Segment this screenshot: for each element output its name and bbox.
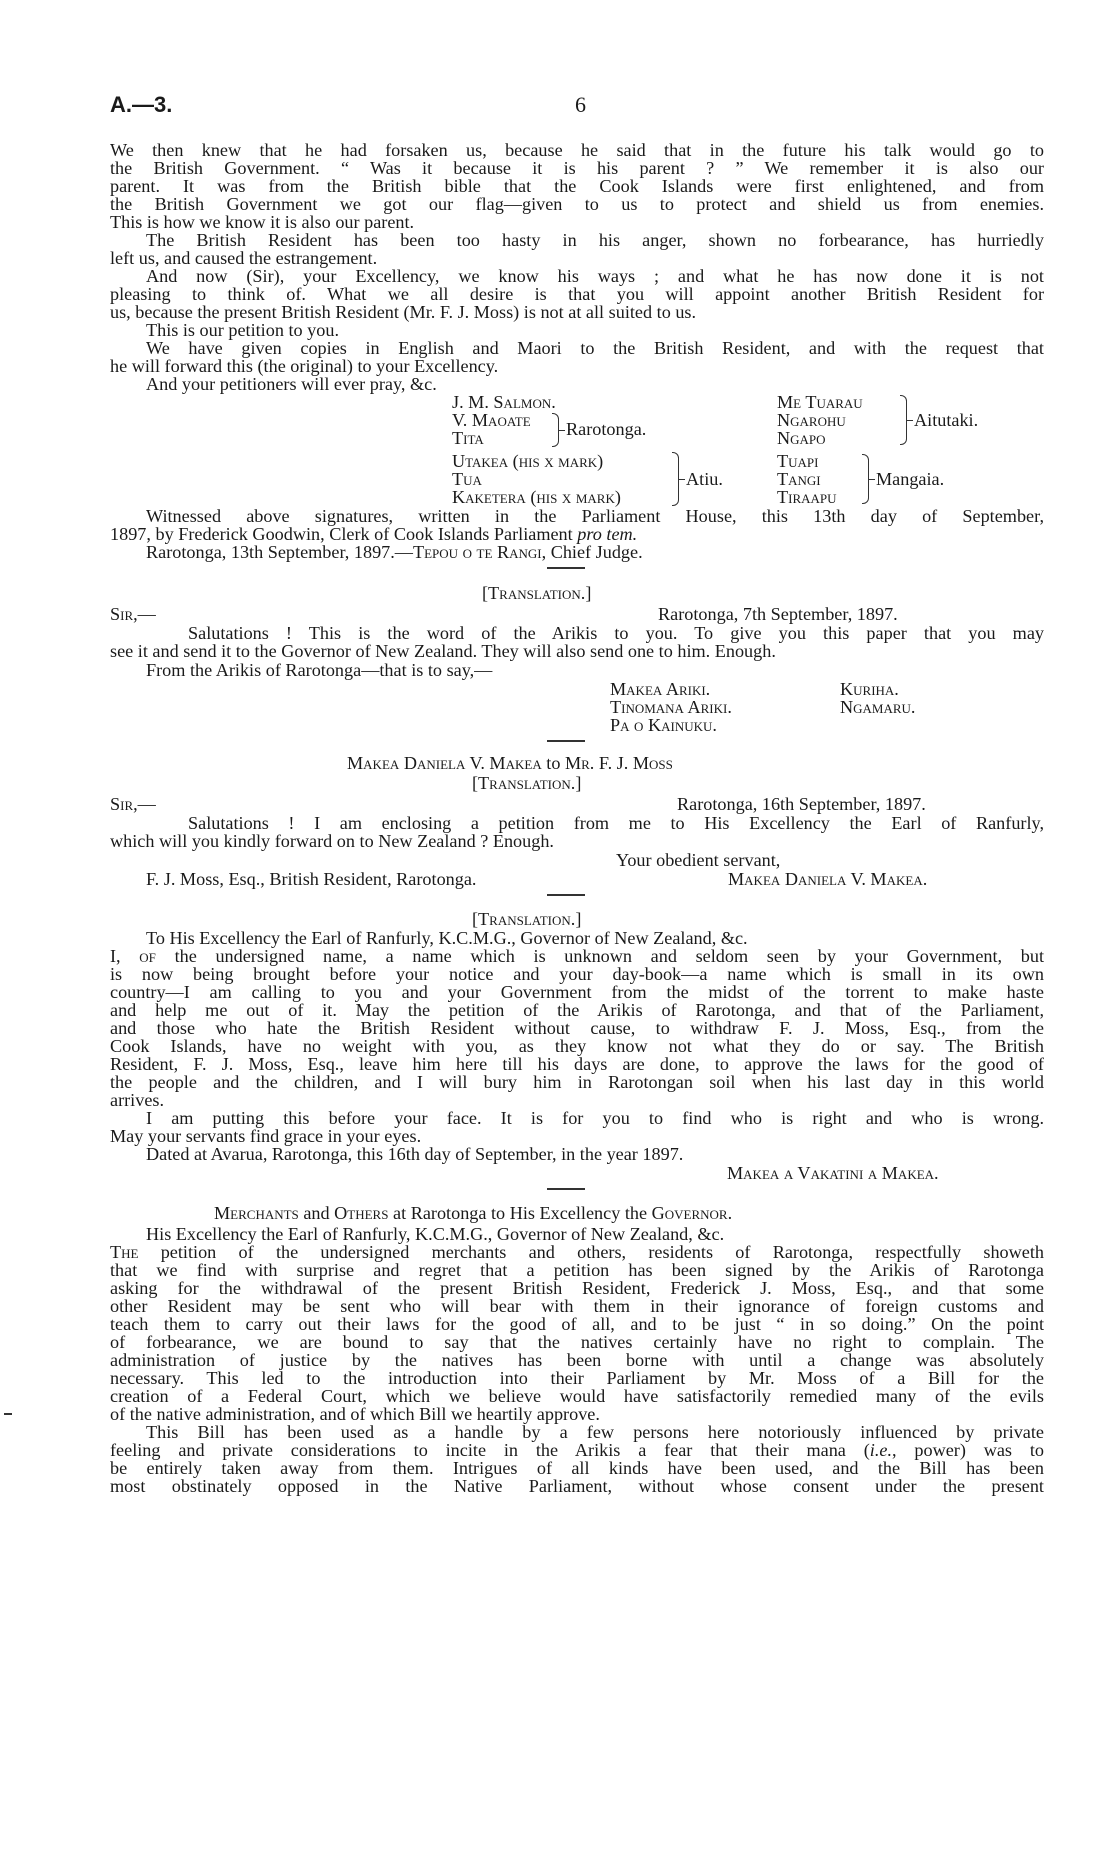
para-4: This is our petition to you. xyxy=(146,320,339,340)
divider-4 xyxy=(547,1188,585,1190)
merchants-the: The xyxy=(110,1242,139,1262)
letter-3-body-line-8: the people and the children, and I will bury him in Rarotongan soil when his last day in this world xyxy=(110,1072,1044,1092)
letter-2-closing: Your obedient servant, xyxy=(616,850,781,870)
merchants-p2-line-2 xyxy=(110,1441,1044,1459)
letter-3-signature: Makea a Vakatini a Makea. xyxy=(727,1163,939,1183)
letter-1-from: From the Arikis of Rarotonga—that is to say,— xyxy=(146,660,493,680)
name-kuriha: Kuriha. xyxy=(840,679,899,699)
brace-mangaia xyxy=(862,454,869,504)
letter-3-body-of: of xyxy=(139,946,156,966)
page-number: 6 xyxy=(575,92,586,117)
translation-heading-3: [Translation.] xyxy=(472,909,582,929)
para-5-line-1: We have given copies in English and Maori to the British Resident, and with the request that xyxy=(146,338,1044,358)
letter-2-body-line-1: Salutations ! I am enclosing a petition from me to His Excellency the Earl of Ranfurly, xyxy=(188,813,1044,833)
name-pa-o-kainuku: Pa o Kainuku. xyxy=(610,715,717,735)
heading-governor-word: Governor. xyxy=(651,1203,733,1223)
letter-2-addressee: F. J. Moss, Esq., British Resident, Rarotonga. xyxy=(146,869,477,889)
merchants-line-3: asking for the withdrawal of the present British Resident, Frederick J. Moss, Esq., and that some xyxy=(110,1278,1044,1298)
divider-2 xyxy=(547,740,585,742)
page-header xyxy=(110,92,1044,122)
translation-heading-2: [Translation.] xyxy=(472,773,582,793)
witness-pro-tem: pro tem. xyxy=(577,524,638,544)
merchants-line-10: of the native administration, and of which Bill we heartily approve. xyxy=(110,1404,600,1424)
letter-3-body-rest: the undersigned name, a name which is unknown and seldom seen by your Government, but xyxy=(155,946,1044,966)
para-1-line-2: the British Government. “ Was it because it is his parent ? ” We remember it is also our xyxy=(110,158,1044,178)
para-5-line-2: he will forward this (the original) to your Excellency. xyxy=(110,356,499,376)
brace-atiu xyxy=(672,452,679,506)
divider-1 xyxy=(547,567,585,569)
letter-1-date: Rarotonga, 7th September, 1897. xyxy=(658,604,898,624)
heading-makea-to-moss xyxy=(347,754,673,772)
heading-others-word: Others xyxy=(334,1203,389,1223)
margin-mark xyxy=(4,1413,12,1415)
letter-3-body-line-2: is now being brought before your notice and your day-book—a name which is small in its own xyxy=(110,964,1044,984)
merchants-p2-line-3: be entirely taken away from them. Intrigues of all kinds have been used, and the Bill has been xyxy=(110,1458,1044,1478)
name-ngamaru: Ngamaru. xyxy=(840,697,916,717)
para-3-line-2: pleasing to think of. What we all desire is that you will appoint another British Resident for xyxy=(110,284,1044,304)
merchants-addressee: His Excellency the Earl of Ranfurly, K.C.M.G., Governor of New Zealand, &c. xyxy=(146,1224,725,1244)
letter-3-body-line-3: country—I am calling to you and your Government from the midst of the torrent to make haste xyxy=(110,982,1044,1002)
label-mangaia: Mangaia. xyxy=(876,469,945,489)
heading-makea-to: to xyxy=(541,753,565,773)
letter-1-body-line-1: Salutations ! This is the word of the Arikis to you. To give you this paper that you may xyxy=(188,623,1044,643)
letter-3-body-line-9: arrives. xyxy=(110,1090,165,1110)
witness-line-1: Witnessed above signatures, written in the Parliament House, this 13th day of September, xyxy=(146,506,1044,526)
letter-3-p2-line-1: I am putting this before your face. It is for you to find who is right and who is wrong. xyxy=(146,1108,1044,1128)
para-1-line-5: This is how we know it is also our parent. xyxy=(110,212,415,232)
label-aitutaki: Aitutaki. xyxy=(914,410,979,430)
letter-2-date: Rarotonga, 16th September, 1897. xyxy=(677,794,926,814)
judge-name: Tepou o te Rangi xyxy=(413,542,542,562)
merchants-line-7: administration of justice by the natives has been borne with until a change was absolutely xyxy=(110,1350,1044,1370)
merchants-p2-line-2-b: , power) was to xyxy=(892,1440,1044,1460)
heading-merchants xyxy=(214,1204,732,1222)
para-3-line-3: us, because the present British Resident (Mr. F. J. Moss) is not at all suited to us. xyxy=(110,302,697,322)
para-1-line-1: We then knew that he had forsaken us, because he said that in the future his talk would go to xyxy=(110,140,1044,160)
letter-3-body-line-6: Cook Islands, have no weight with you, as they know not what they do or say. The British xyxy=(110,1036,1044,1056)
judge-line-date: Rarotonga, 13th September, 1897.— xyxy=(146,542,413,562)
merchants-ie: i.e. xyxy=(869,1440,892,1460)
witness-line-2 xyxy=(110,525,637,543)
label-rarotonga: Rarotonga. xyxy=(566,419,647,439)
merchants-p2-line-2-a: feeling and private considerations to incite in the Arikis a fear that their mana ( xyxy=(110,1440,870,1460)
merchants-p2-line-4: most obstinately opposed in the Native Parliament, without whose consent under the present xyxy=(110,1476,1044,1496)
judge-title: , Chief Judge. xyxy=(541,542,643,562)
signature-maoate: V. Maoate xyxy=(452,410,531,430)
merchants-line-6: of forbearance, we are bound to say that the natives certainly have no right to complain. The xyxy=(110,1332,1044,1352)
para-1-line-4: the British Government we got our flag—given to us to protect and shield us from enemies. xyxy=(110,194,1044,214)
merchants-line-5: teach them to carry out their laws for the good of all, and to be just “ in so doing.” On the point xyxy=(110,1314,1044,1334)
translation-heading-1: [Translation.] xyxy=(482,583,592,603)
name-tinomana-ariki: Tinomana Ariki. xyxy=(610,697,732,717)
para-6: And your petitioners will ever pray, &c. xyxy=(146,374,437,394)
signature-tangi: Tangi xyxy=(777,469,821,489)
signature-tita: Tita xyxy=(452,428,484,448)
letter-2-body-line-2: which will you kindly forward on to New Zealand ? Enough. xyxy=(110,831,554,851)
heading-mid: at Rarotonga to His Excellency the xyxy=(388,1203,652,1223)
heading-moss-name: Mr. F. J. Moss xyxy=(564,753,673,773)
merchants-line-1 xyxy=(110,1243,1044,1261)
para-2-line-2: left us, and caused the estrangement. xyxy=(110,248,378,268)
para-2-line-1: The British Resident has been too hasty in his anger, shown no forbearance, has hurriedly xyxy=(146,230,1044,250)
merchants-line-2: that we find with surprise and regret that a petition has been signed by the Arikis of Rarotonga xyxy=(110,1260,1044,1280)
letter-3-dated: Dated at Avarua, Rarotonga, this 16th day of September, in the year 1897. xyxy=(146,1144,684,1164)
signature-tuapi: Tuapi xyxy=(777,451,819,471)
letter-2-signature: Makea Daniela V. Makea. xyxy=(728,869,928,889)
letter-3-body-line-7: Resident, F. J. Moss, Esq., leave him here till his days are done, to approve the laws for the good of xyxy=(110,1054,1044,1074)
signature-salmon: J. M. Salmon. xyxy=(452,392,556,412)
signature-utakea: Utakea (his x mark) xyxy=(452,451,604,471)
para-3-line-1: And now (Sir), your Excellency, we know his ways ; and what he has now done it is not xyxy=(146,266,1044,286)
merchants-line-4: other Resident may be sent who will bear with them in their ignorance of foreign customs and xyxy=(110,1296,1044,1316)
signature-ngapo: Ngapo xyxy=(777,428,826,448)
letter-3-addressee: To His Excellency the Earl of Ranfurly, K.C.M.G., Governor of New Zealand, &c. xyxy=(146,928,748,948)
letter-2-salutation: Sir,— xyxy=(110,794,156,814)
document-reference: A.—3. xyxy=(110,92,173,117)
letter-3-p2-line-2: May your servants find grace in your eyes. xyxy=(110,1126,422,1146)
label-atiu: Atiu. xyxy=(686,469,723,489)
signature-kaketera: Kaketera (his x mark) xyxy=(452,487,621,507)
divider-3 xyxy=(547,894,585,896)
signature-ngarohu: Ngarohu xyxy=(777,410,846,430)
brace-rarotonga xyxy=(552,413,559,447)
heading-makea-name: Makea Daniela V. Makea xyxy=(347,753,542,773)
merchants-line-8: necessary. This led to the introduction into their Parliament by Mr. Moss of a Bill for the xyxy=(110,1368,1044,1388)
brace-aitutaki xyxy=(900,395,907,445)
para-1-line-3: parent. It was from the British bible that the Cook Islands were first enlightened, and from xyxy=(110,176,1044,196)
merchants-line-9: creation of a Federal Court, which we believe would have satisfactorily remedied many of the evils xyxy=(110,1386,1044,1406)
letter-3-body-line-1 xyxy=(110,947,1044,965)
merchants-line-1-rest: petition of the undersigned merchants and others, residents of Rarotonga, respectfully showeth xyxy=(138,1242,1044,1262)
merchants-p2-line-1: This Bill has been used as a handle by a few persons here notoriously influenced by private xyxy=(146,1422,1044,1442)
signature-tuarau: Me Tuarau xyxy=(777,392,863,412)
letter-3-body-line-5: and those who hate the British Resident without cause, to withdraw F. J. Moss, Esq., from the xyxy=(110,1018,1044,1038)
letter-1-body-line-2: see it and send it to the Governor of New Zealand. They will also send one to him. Enough. xyxy=(110,641,776,661)
letter-3-body-line-4: and help me out of it. May the petition of the Arikis of Rarotonga, and that of the Parliament, xyxy=(110,1000,1044,1020)
letter-3-body-i: I, xyxy=(110,946,140,966)
name-makea-ariki: Makea Ariki. xyxy=(610,679,711,699)
heading-merchants-word: Merchants xyxy=(214,1203,299,1223)
signature-tiraapu: Tiraapu xyxy=(777,487,837,507)
letter-1-salutation: Sir,— xyxy=(110,604,156,624)
judge-line xyxy=(146,543,643,561)
witness-line-2-text: 1897, by Frederick Goodwin, Clerk of Cook Islands Parliament xyxy=(110,524,578,544)
signature-tua: Tua xyxy=(452,469,482,489)
heading-and: and xyxy=(298,1203,335,1223)
